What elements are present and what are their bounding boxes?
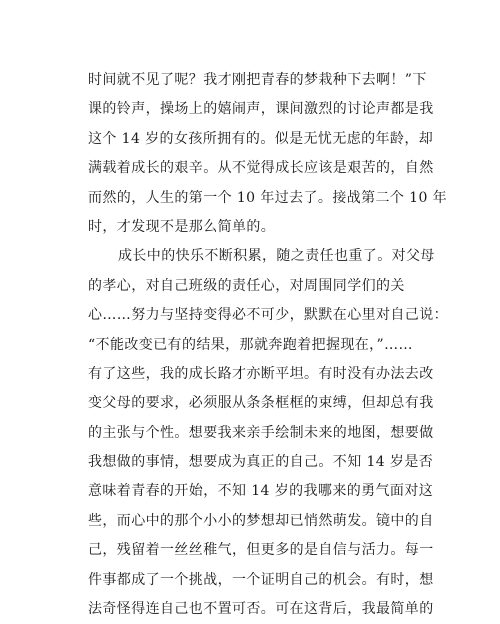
text-line: 时，才发现不是那么简单的。 (88, 218, 276, 235)
text-line: 变父母的要求，必须服从条条框框的束缚，但却总有我 (88, 395, 434, 412)
text-line: 成长中的快乐不断积累，随之责任也重了。对父母 (118, 248, 435, 265)
text-line: 件事都成了一个挑战，一个证明自己的机会。有时，想 (88, 571, 434, 588)
text-line: 而然的，人生的第一个 10 年过去了。接战第二个 10 年 (88, 189, 448, 206)
text-line: 的主张与个性。想要我来亲手绘制未来的地图，想要做 (88, 424, 434, 441)
text-line: 满载着成长的艰辛。从不觉得成长应该是艰苦的，自然 (88, 160, 434, 177)
document-body (88, 66, 448, 624)
text-line: 己，残留着一丝丝稚气，但更多的是自信与活力。每一 (88, 542, 434, 559)
text-line: “不能改变已有的结果，那就奔跑着把握现在，”…… (88, 336, 413, 353)
text-line: 时间就不见了呢？我才刚把青春的梦栽种下去啊！”下 (88, 72, 427, 88)
text-line: 心……努力与坚持变得必不可少，默默在心里对自己说： (88, 307, 448, 324)
text-line: 有了这些，我的成长路才亦断平坦。有时没有办法去改 (88, 365, 434, 382)
text-line: 课的铃声，操场上的嬉闹声，课间激烈的讨论声都是我 (88, 101, 434, 118)
text-line: 我想做的事情，想要成为真正的自己。不知 14 岁是否 (88, 454, 434, 471)
text-line: 这个 14 岁的女孩所拥有的。似是无忧无虑的年龄，却 (88, 130, 434, 147)
text-line: 的孝心，对自己班级的责任心，对周围同学们的关 (88, 277, 405, 294)
text-line: 些，而心中的那个小小的梦想却已悄然萌发。镜中的自 (88, 512, 434, 529)
text-line: 法奇怪得连自己也不置可否。可在这背后，我最简单的 (88, 601, 434, 618)
text-line: 意味着青春的开始，不知 14 岁的我哪来的勇气面对这 (88, 483, 434, 500)
